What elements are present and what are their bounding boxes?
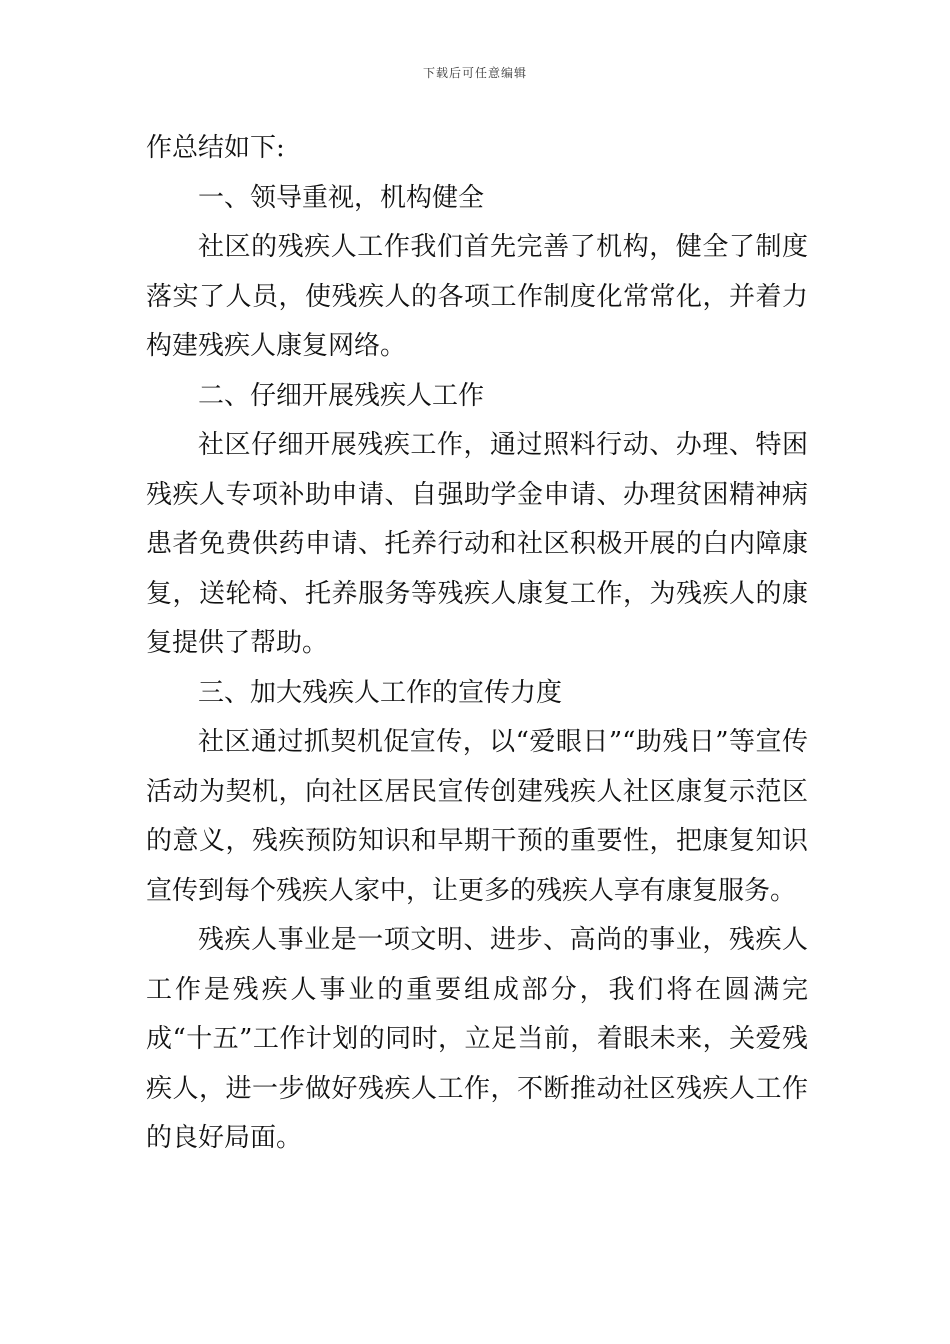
paragraph-conclusion: 残疾人事业是一项文明、进步、高尚的事业，残疾人工作是残疾人事业的重要组成部分，我们将在圆满完成“十五”工作计划的同时，立足当前，着眼未来，关爱残疾人，进一步做好残疾人工作，不断推动社区残疾人工作的良好局面。 [146, 925, 808, 1153]
paragraph-1: 社区的残疾人工作我们首先完善了机构，健全了制度落实了人员，使残疾人的各项工作制度化常常化，并着力构建残疾人康复网络。 [146, 232, 808, 361]
section-heading-2: 二、仔细开展残疾人工作 [198, 380, 485, 411]
page-header: 下载后可任意编辑 [422, 66, 527, 80]
paragraph-2: 社区仔细开展残疾工作，通过照料行动、办理、特困残疾人专项补助申请、自强助学金申请、办理贫困精神病患者免费供药申请、托养行动和社区积极开展的白内障康复，送轮椅、托养服务等残疾人康复工作，为残疾人的康复提供了帮助。 [146, 430, 808, 658]
paragraph-intro: 作总结如下: [146, 133, 285, 163]
document-body [146, 124, 808, 1164]
section-heading-1: 一、领导重视，机构健全 [198, 182, 485, 213]
section-heading-3: 三、加大残疾人工作的宣传力度 [198, 677, 563, 708]
paragraph-3: 社区通过抓契机促宣传，以“爱眼日”“助残日”等宣传活动为契机，向社区居民宣传创建残疾人社区康复示范区的意义，残疾预防知识和早期干预的重要性，把康复知识宣传到每个残疾人家中，让更多的残疾人享有康复服务。 [146, 727, 808, 906]
